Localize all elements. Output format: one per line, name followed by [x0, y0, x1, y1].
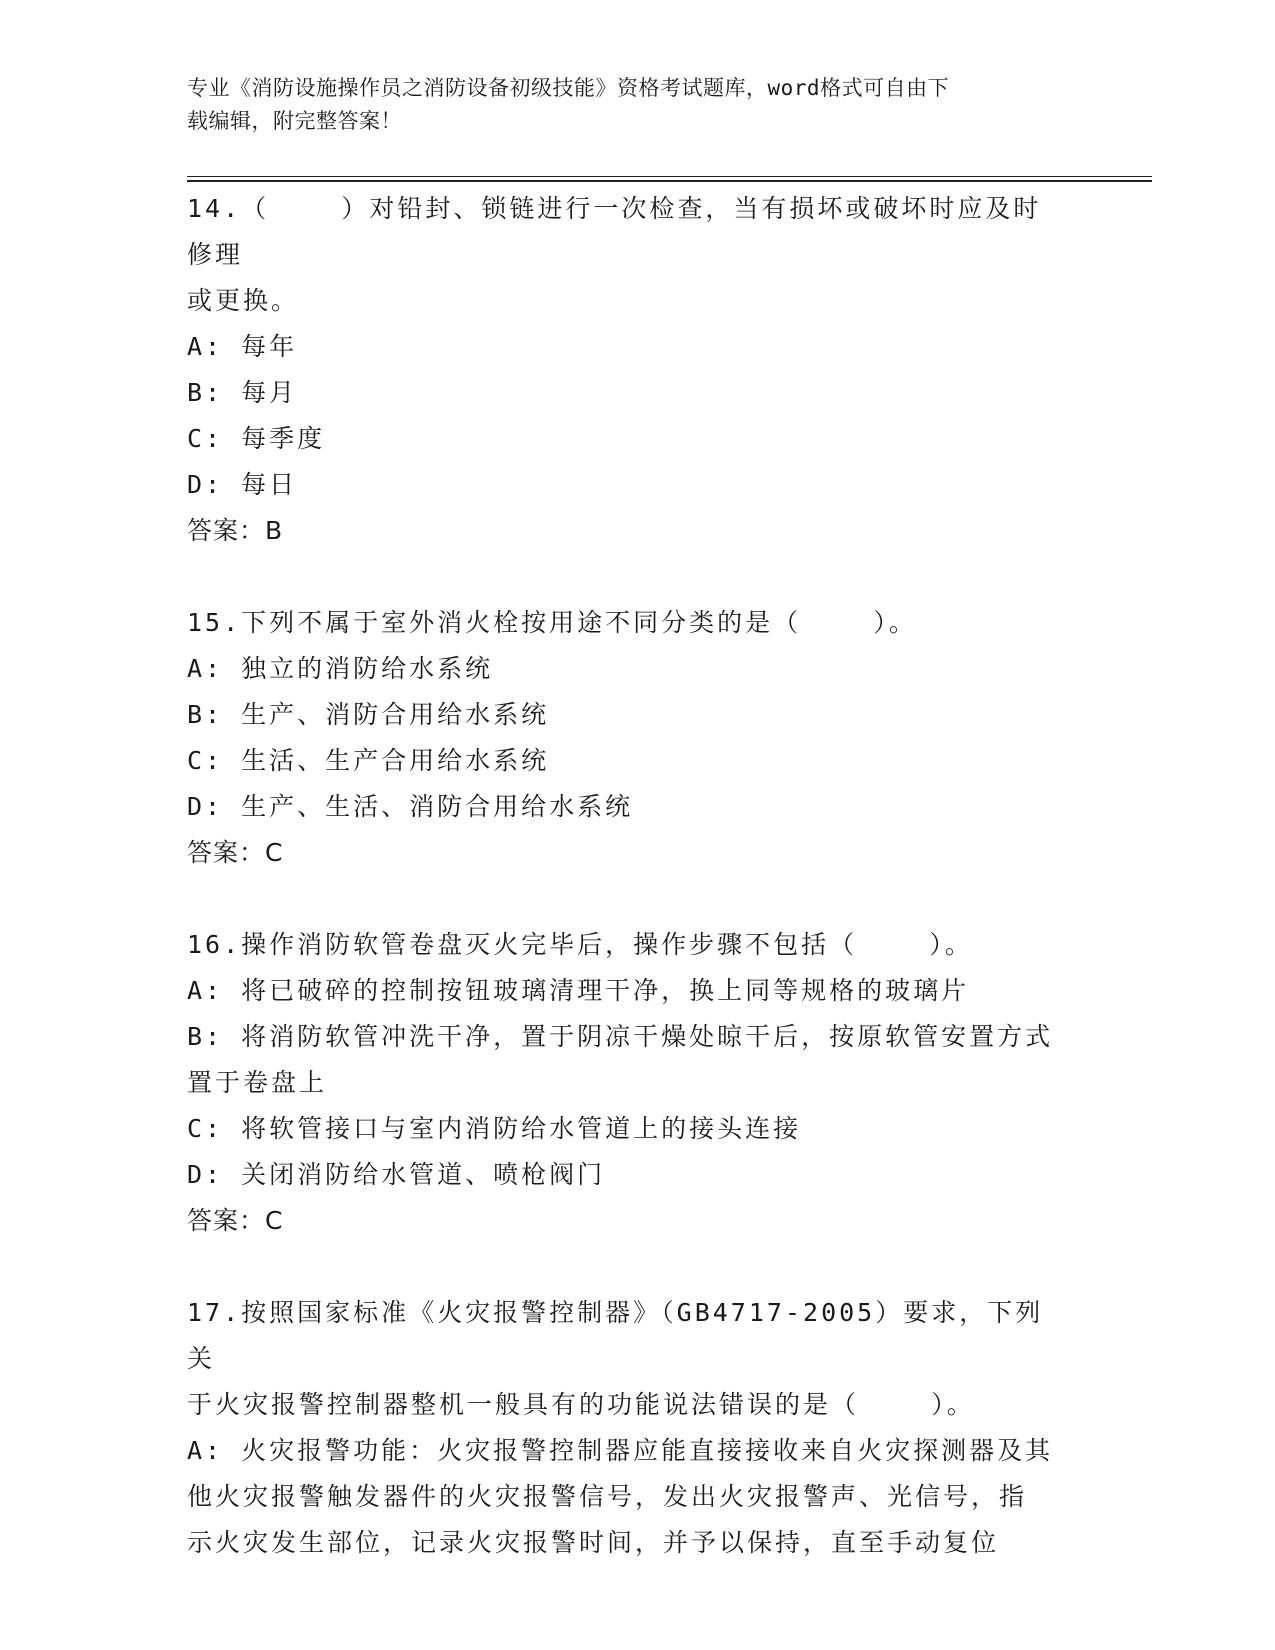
question-stem: 或更换。: [187, 286, 300, 315]
option-c: C: 每季度: [187, 424, 326, 453]
question-stem: 17.按照国家标准《火灾报警控制器》（GB4717-2005）要求，下列关: [187, 1298, 1044, 1373]
option-d: D: 生产、生活、消防合用给水系统: [187, 792, 634, 821]
option-a: A: 将已破碎的控制按钮玻璃清理干净，换上同等规格的玻璃片: [187, 976, 970, 1005]
header-divider: [187, 176, 1152, 182]
option-b-continued: 置于卷盘上: [187, 1068, 328, 1097]
question-stem: 15.下列不属于室外消火栓按用途不同分类的是（ ）。: [187, 608, 917, 637]
question-17: [187, 1290, 1067, 1566]
answer: 答案：B: [187, 516, 284, 545]
option-d: D: 每日: [187, 470, 298, 499]
option-b: B: 将消防软管冲洗干净，置于阴凉干燥处晾干后，按原软管安置方式: [187, 1022, 1054, 1051]
option-b: B: 生产、消防合用给水系统: [187, 700, 550, 729]
document-header: [187, 72, 1067, 138]
question-stem: 于火灾报警控制器整机一般具有的功能说法错误的是（ ）。: [187, 1390, 975, 1419]
option-d: D: 关闭消防给水管道、喷枪阀门: [187, 1160, 606, 1189]
question-16: [187, 922, 1067, 1244]
question-list: [187, 186, 1067, 1566]
option-a: A: 每年: [187, 332, 298, 361]
option-a-continued: 示火灾发生部位，记录火灾报警时间，并予以保持，直至手动复位: [187, 1528, 1000, 1557]
answer: 答案：C: [187, 838, 284, 867]
option-a: A: 火灾报警功能：火灾报警控制器应能直接接收来自火灾探测器及其: [187, 1436, 1054, 1465]
option-a-continued: 他火灾报警触发器件的火灾报警信号，发出火灾报警声、光信号，指: [187, 1482, 1028, 1511]
option-c: C: 将软管接口与室内消防给水管道上的接头连接: [187, 1114, 802, 1143]
answer: 答案：C: [187, 1206, 284, 1235]
question-stem: 14.（ ）对铅封、锁链进行一次检查，当有损坏或破坏时应及时修理: [187, 194, 1042, 269]
question-15: [187, 600, 1067, 876]
question-14: [187, 186, 1067, 554]
question-stem: 16.操作消防软管卷盘灭火完毕后，操作步骤不包括（ ）。: [187, 930, 973, 959]
option-b: B: 每月: [187, 378, 298, 407]
option-c: C: 生活、生产合用给水系统: [187, 746, 550, 775]
header-line: 载编辑，附完整答案！: [187, 109, 402, 133]
header-line: 专业《消防设施操作员之消防设备初级技能》资格考试题库，word格式可自由下: [187, 76, 950, 100]
option-a: A: 独立的消防给水系统: [187, 654, 494, 683]
